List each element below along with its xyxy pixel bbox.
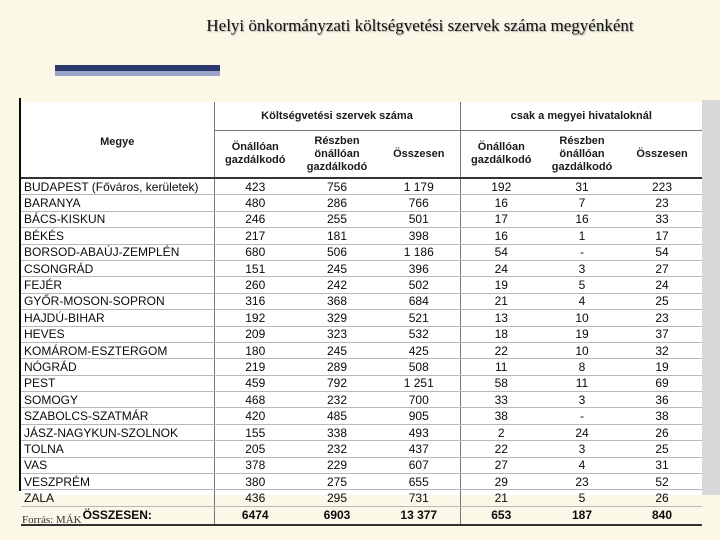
cell-b: 255 — [296, 211, 378, 227]
header-group-koltsegvetesi: Költségvetési szervek száma — [214, 102, 460, 131]
cell-b: 232 — [296, 392, 378, 408]
cell-c: 13 377 — [378, 506, 460, 525]
cell-e: 10 — [542, 342, 622, 358]
cell-f: 36 — [622, 392, 702, 408]
cell-d: 24 — [460, 260, 542, 276]
county-name: HAJDÚ-BIHAR — [21, 310, 214, 326]
cell-e: 4 — [542, 457, 622, 473]
cell-b: 286 — [296, 195, 378, 211]
cell-a: 459 — [214, 375, 296, 391]
cell-e: - — [542, 244, 622, 260]
cell-e: 19 — [542, 326, 622, 342]
cell-a: 219 — [214, 359, 296, 375]
cell-c: 655 — [378, 474, 460, 490]
cell-d: 54 — [460, 244, 542, 260]
cell-e: 31 — [542, 178, 622, 195]
cell-b: 323 — [296, 326, 378, 342]
table-row — [21, 457, 702, 473]
cell-f: 33 — [622, 211, 702, 227]
cell-f: 27 — [622, 260, 702, 276]
cell-d: 58 — [460, 375, 542, 391]
cell-e: 5 — [542, 277, 622, 293]
cell-a: 180 — [214, 342, 296, 358]
county-name: BÉKÉS — [21, 228, 214, 244]
cell-a: 209 — [214, 326, 296, 342]
cell-f: 23 — [622, 310, 702, 326]
county-name: HEVES — [21, 326, 214, 342]
cell-e: 3 — [542, 392, 622, 408]
cell-c: 508 — [378, 359, 460, 375]
cell-c: 607 — [378, 457, 460, 473]
header-osszesen-2: Összesen — [636, 147, 688, 160]
cell-e: 16 — [542, 211, 622, 227]
cell-a: 155 — [214, 424, 296, 440]
table-row — [21, 342, 702, 358]
cell-a: 680 — [214, 244, 296, 260]
cell-f: 31 — [622, 457, 702, 473]
county-name: NÓGRÁD — [21, 359, 214, 375]
cell-a: 151 — [214, 260, 296, 276]
county-name: BUDAPEST (Főváros, kerületek) — [21, 178, 214, 195]
cell-e: 8 — [542, 359, 622, 375]
header-reszben-2: Részben önállóan gazdálkodó — [551, 134, 613, 173]
table-row — [21, 260, 702, 276]
cell-b: 289 — [296, 359, 378, 375]
county-name: GYŐR-MOSON-SOPRON — [21, 293, 214, 309]
cell-e: 11 — [542, 375, 622, 391]
table-row — [21, 326, 702, 342]
county-name: TOLNA — [21, 441, 214, 457]
cell-c: 396 — [378, 260, 460, 276]
cell-f: 52 — [622, 474, 702, 490]
cell-f: 54 — [622, 244, 702, 260]
county-name: PEST — [21, 375, 214, 391]
cell-e: 24 — [542, 424, 622, 440]
cell-f: 23 — [622, 195, 702, 211]
cell-f: 19 — [622, 359, 702, 375]
cell-f: 69 — [622, 375, 702, 391]
cell-a: 380 — [214, 474, 296, 490]
cell-a: 468 — [214, 392, 296, 408]
cell-e: 10 — [542, 310, 622, 326]
cell-c: 1 251 — [378, 375, 460, 391]
cell-f: 840 — [622, 506, 702, 525]
decorative-bar — [55, 65, 220, 77]
cell-f: 223 — [622, 178, 702, 195]
cell-a: 420 — [214, 408, 296, 424]
cell-b: 792 — [296, 375, 378, 391]
cell-b: 181 — [296, 228, 378, 244]
total-label: ÖSSZESEN: — [21, 506, 214, 525]
county-name: BORSOD-ABAÚJ-ZEMPLÉN — [21, 244, 214, 260]
cell-f: 32 — [622, 342, 702, 358]
county-name: FEJÉR — [21, 277, 214, 293]
cell-b: 329 — [296, 310, 378, 326]
cell-a: 6474 — [214, 506, 296, 525]
cell-c: 700 — [378, 392, 460, 408]
cell-f: 17 — [622, 228, 702, 244]
decorative-bar-light — [55, 71, 220, 76]
cell-a: 423 — [214, 178, 296, 195]
cell-b: 368 — [296, 293, 378, 309]
cell-a: 260 — [214, 277, 296, 293]
cell-d: 16 — [460, 228, 542, 244]
cell-c: 425 — [378, 342, 460, 358]
table-row — [21, 441, 702, 457]
cell-d: 22 — [460, 342, 542, 358]
cell-b: 245 — [296, 260, 378, 276]
cell-b: 485 — [296, 408, 378, 424]
table-row — [21, 244, 702, 260]
cell-c: 684 — [378, 293, 460, 309]
table-total-row — [21, 506, 702, 525]
table-row — [21, 490, 702, 506]
cell-d: 11 — [460, 359, 542, 375]
county-name: KOMÁROM-ESZTERGOM — [21, 342, 214, 358]
source-note: Forrás: MÁK — [22, 514, 82, 526]
cell-b: 338 — [296, 424, 378, 440]
cell-f: 26 — [622, 424, 702, 440]
cell-d: 653 — [460, 506, 542, 525]
header-group-megyei: csak a megyei hivataloknál — [460, 102, 702, 131]
cell-b: 6903 — [296, 506, 378, 525]
cell-a: 192 — [214, 310, 296, 326]
cell-c: 521 — [378, 310, 460, 326]
county-name: VESZPRÉM — [21, 474, 214, 490]
cell-d: 2 — [460, 424, 542, 440]
cell-b: 245 — [296, 342, 378, 358]
county-name: BARANYA — [21, 195, 214, 211]
cell-e: 3 — [542, 260, 622, 276]
table-row — [21, 310, 702, 326]
cell-d: 17 — [460, 211, 542, 227]
header-megye: Megye — [21, 102, 214, 177]
cell-c: 398 — [378, 228, 460, 244]
cell-c: 437 — [378, 441, 460, 457]
table-row — [21, 277, 702, 293]
cell-c: 502 — [378, 277, 460, 293]
cell-a: 378 — [214, 457, 296, 473]
cell-d: 19 — [460, 277, 542, 293]
table-row — [21, 424, 702, 440]
cell-d: 13 — [460, 310, 542, 326]
table-body — [21, 177, 702, 526]
header-onallo-1: Önállóan gazdálkodó — [224, 141, 286, 166]
cell-e: 187 — [542, 506, 622, 525]
cell-c: 493 — [378, 424, 460, 440]
slide-title: Helyi önkormányzati költségvetési szervek száma megyénként — [206, 16, 634, 35]
cell-c: 905 — [378, 408, 460, 424]
cell-a: 480 — [214, 195, 296, 211]
county-name: SZABOLCS-SZATMÁR — [21, 408, 214, 424]
table-row — [21, 211, 702, 227]
cell-c: 731 — [378, 490, 460, 506]
cell-c: 1 179 — [378, 178, 460, 195]
cell-f: 38 — [622, 408, 702, 424]
cell-a: 217 — [214, 228, 296, 244]
header-reszben-1: Részben önállóan gazdálkodó — [306, 134, 368, 173]
cell-c: 1 186 — [378, 244, 460, 260]
cell-a: 316 — [214, 293, 296, 309]
table-row — [21, 178, 702, 195]
cell-e: - — [542, 408, 622, 424]
cell-e: 23 — [542, 474, 622, 490]
table-row — [21, 375, 702, 391]
cell-d: 22 — [460, 441, 542, 457]
table-row — [21, 408, 702, 424]
cell-f: 26 — [622, 490, 702, 506]
cell-b: 506 — [296, 244, 378, 260]
cell-a: 436 — [214, 490, 296, 506]
cell-b: 756 — [296, 178, 378, 195]
cell-d: 21 — [460, 293, 542, 309]
county-name: CSONGRÁD — [21, 260, 214, 276]
county-name: BÁCS-KISKUN — [21, 211, 214, 227]
table-row — [21, 474, 702, 490]
cell-d: 18 — [460, 326, 542, 342]
cell-b: 275 — [296, 474, 378, 490]
header-osszesen-1: Összesen — [378, 131, 460, 178]
county-name: SOMOGY — [21, 392, 214, 408]
table-row — [21, 228, 702, 244]
cell-e: 4 — [542, 293, 622, 309]
cell-d: 21 — [460, 490, 542, 506]
county-name: VAS — [21, 457, 214, 473]
cell-d: 192 — [460, 178, 542, 195]
cell-f: 25 — [622, 293, 702, 309]
cell-d: 29 — [460, 474, 542, 490]
cell-a: 246 — [214, 211, 296, 227]
cell-d: 16 — [460, 195, 542, 211]
cell-b: 229 — [296, 457, 378, 473]
header-onallo-2: Önállóan gazdálkodó — [471, 141, 532, 166]
cell-d: 33 — [460, 392, 542, 408]
county-name: ZALA — [21, 490, 214, 506]
table-shadow — [702, 100, 720, 495]
cell-e: 5 — [542, 490, 622, 506]
table-row — [21, 392, 702, 408]
cell-e: 1 — [542, 228, 622, 244]
cell-d: 38 — [460, 408, 542, 424]
table-row — [21, 195, 702, 211]
cell-b: 295 — [296, 490, 378, 506]
cell-e: 7 — [542, 195, 622, 211]
cell-f: 25 — [622, 441, 702, 457]
cell-b: 242 — [296, 277, 378, 293]
cell-a: 205 — [214, 441, 296, 457]
table-row — [21, 293, 702, 309]
cell-c: 532 — [378, 326, 460, 342]
cell-c: 501 — [378, 211, 460, 227]
cell-d: 27 — [460, 457, 542, 473]
county-name: JÁSZ-NAGYKUN-SZOLNOK — [21, 424, 214, 440]
cell-e: 3 — [542, 441, 622, 457]
cell-f: 24 — [622, 277, 702, 293]
table-row — [21, 359, 702, 375]
cell-b: 232 — [296, 441, 378, 457]
cell-c: 766 — [378, 195, 460, 211]
cell-f: 37 — [622, 326, 702, 342]
table-header — [21, 102, 702, 177]
